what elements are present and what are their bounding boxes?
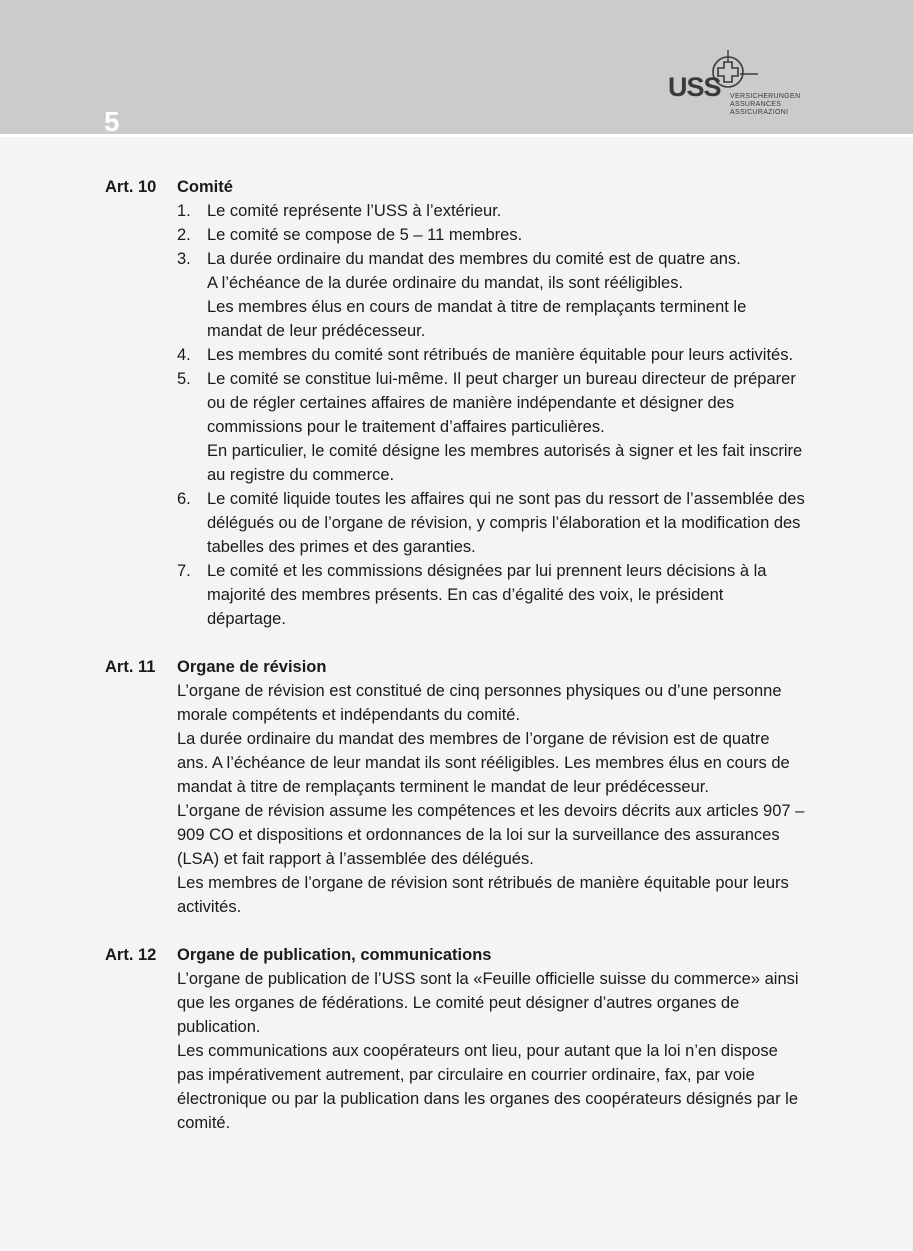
item-text: A l’échéance de la durée ordinaire du mandat, ils sont rééligibles.	[207, 274, 684, 292]
uss-logo	[668, 48, 818, 118]
item-text: Le comité représente l’USS à l’extérieur.	[207, 202, 502, 220]
item-text: La durée ordinaire du mandat des membres du comité est de quatre ans.	[207, 250, 741, 268]
item-number: 4.	[177, 346, 191, 364]
item-number: 1.	[177, 202, 191, 220]
article-10	[105, 175, 805, 631]
item-number: 3.	[177, 250, 191, 268]
list-item	[177, 199, 805, 223]
item-number: 5.	[177, 370, 191, 388]
article-title: Organe de révision	[177, 658, 327, 676]
list-item	[177, 367, 805, 487]
article-paragraph: Les membres de l’organe de révision sont rétribués de manière équitable pour leurs activités.	[177, 874, 789, 916]
document-body	[105, 175, 805, 1159]
list-item	[177, 343, 805, 367]
list-item	[177, 247, 805, 343]
item-number: 6.	[177, 490, 191, 508]
logo-sub-line: VERSICHERUNGEN	[730, 93, 801, 100]
article-label: Art. 10	[105, 178, 157, 196]
header-divider	[0, 134, 913, 137]
item-text: Le comité liquide toutes les affaires qui ne sont pas du ressort de l’assemblée des délégués ou de l’organe de révision, y compris l’élaboration et la modification des tabelles des primes et des garanties.	[207, 490, 805, 556]
item-number: 7.	[177, 562, 191, 580]
list-item	[177, 559, 805, 631]
logo-subtitle	[730, 93, 800, 117]
logo-sub-line: ASSICURAZIONI	[730, 109, 789, 116]
article-label: Art. 12	[105, 946, 157, 964]
item-text: Le comité et les commissions désignées par lui prennent leurs décisions à la majorité des membres présents. En cas d’égalité des voix, le président départage.	[207, 562, 767, 628]
article-paragraph: Les communications aux coopérateurs ont lieu, pour autant que la loi n’en dispose pas impérativement autrement, par circulaire en courrier ordinaire, fax, par voie électronique ou par la publication dans les organes des coopérateurs désignés par le comité.	[177, 1042, 798, 1132]
article-title: Organe de publication, communications	[177, 946, 492, 964]
logo-wordmark: USS	[668, 72, 721, 102]
list-item	[177, 223, 805, 247]
logo-sub-line: ASSURANCES	[730, 101, 782, 108]
article-paragraph: La durée ordinaire du mandat des membres de l’organe de révision est de quatre ans. A l’échéance de leur mandat ils sont rééligibles. Les membres élus en cours de mandat à titre de remplaçants terminent le mandat de leur prédécesseur.	[177, 730, 790, 796]
article-paragraph: L’organe de publication de l’USS sont la «Feuille officielle suisse du commerce» ainsi que les organes de fédérations. Le comité peut désigner d’autres organes de publication.	[177, 970, 799, 1036]
item-text: Les membres du comité sont rétribués de manière équitable pour leurs activités.	[207, 346, 794, 364]
article-paragraph: L’organe de révision est constitué de cinq personnes physiques ou d’une personne morale compétents et indépendants du comité.	[177, 682, 782, 724]
article-label: Art. 11	[105, 658, 156, 676]
article-11	[105, 655, 805, 919]
item-text: En particulier, le comité désigne les membres autorisés à signer et les fait inscrire au registre du commerce.	[207, 442, 803, 484]
page-number: 5	[104, 106, 120, 137]
article-12	[105, 943, 805, 1135]
item-number: 2.	[177, 226, 191, 244]
article-paragraph: L’organe de révision assume les compétences et les devoirs décrits aux articles 907 – 909 CO et dispositions et ordonnances de la loi sur la surveillance des assurances (LSA) et fait rapport à l’assemblée des délégués.	[177, 802, 805, 868]
item-text: Le comité se constitue lui-même. Il peut charger un bureau directeur de préparer ou de régler certaines affaires de manière indépendante et désigner des commissions pour le traitement d’affaires particulières.	[207, 370, 796, 436]
item-text: Le comité se compose de 5 – 11 membres.	[207, 226, 523, 244]
article-title: Comité	[177, 178, 233, 196]
article-item-list	[177, 199, 805, 631]
list-item	[177, 487, 805, 559]
item-text: Les membres élus en cours de mandat à titre de remplaçants terminent le mandat de leur prédécesseur.	[207, 298, 747, 340]
